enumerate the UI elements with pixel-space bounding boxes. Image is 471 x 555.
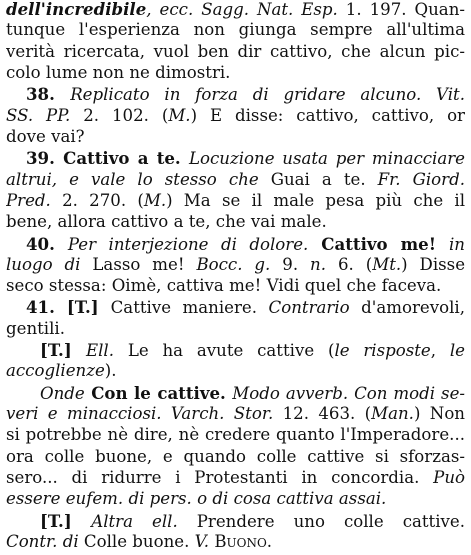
text-run: gentili.: [6, 319, 65, 338]
text-run: M.: [143, 191, 167, 210]
text-run: Prendere uno colle cattive.: [177, 512, 465, 531]
text-line: [6, 467, 465, 490]
text-run: colo lume non ne dimostri.: [6, 63, 231, 82]
text-run: Mt.: [372, 255, 402, 274]
text-run: si potrebbe nè dire, nè credere quanto l'Imperadore...: [6, 425, 465, 444]
text-run: Modo avverb. Con modi se-: [232, 384, 465, 403]
text-run: [T.]: [40, 511, 92, 531]
text-run: 39. Cattivo a te.: [26, 148, 189, 168]
text-run: Man.: [371, 404, 414, 423]
text-run: tunque l'esperienza non giunga sempre all'ultima: [6, 20, 465, 39]
text-run: dove vai?: [6, 127, 85, 146]
text-run: 2. 102. (: [70, 106, 169, 125]
text-run: ).: [104, 361, 117, 380]
text-run: le risposte: [334, 341, 431, 360]
text-run: Cattive maniere.: [110, 298, 269, 317]
text-run: ecc. Sagg. Nat. Esp.: [159, 0, 338, 19]
text-run: Le ha avute cattive (: [114, 341, 335, 360]
text-run: ) Disse: [401, 255, 465, 274]
text-run: n.: [310, 255, 327, 274]
text-line: [6, 360, 465, 383]
text-line: [6, 19, 465, 42]
text-line: [6, 126, 465, 149]
text-run: .: [266, 532, 273, 551]
text-run: Ell.: [86, 341, 115, 360]
text-run: 40.: [26, 234, 68, 254]
text-run: Contrario: [268, 298, 350, 317]
text-run: Lasso me!: [80, 255, 197, 274]
text-run: SS. PP.: [6, 106, 71, 125]
entry-38-line: [26, 83, 465, 107]
text-line: [6, 403, 465, 426]
text-run: d'amorevoli,: [349, 298, 465, 317]
text-run: Pred.: [6, 191, 51, 210]
text-run: ora colle buone, e quando colle cattive si sforzas-: [6, 447, 465, 466]
text-run: in: [449, 235, 465, 254]
text-run: Guai a te.: [258, 170, 378, 189]
text-run: [T.]: [40, 340, 86, 360]
text-line: [6, 169, 465, 192]
text-run: Altra ell.: [91, 512, 178, 531]
text-run: Bocc. g.: [196, 255, 271, 274]
text-run: Replicato in forza di gridare alcuno. Vit.: [70, 85, 465, 104]
text-run: 6. (: [326, 255, 373, 274]
entry-39-line: [26, 147, 465, 171]
text-run: Contr. di: [6, 532, 79, 551]
text-run: 38.: [26, 84, 71, 104]
text-run: verità ricercata, vuol ben dir cattivo, che alcun pic-: [6, 42, 465, 61]
text-line: [6, 254, 465, 277]
text-run: ) Ma se il male pesa più che il: [166, 191, 465, 210]
text-line: [6, 531, 465, 554]
text-run: ,: [430, 341, 450, 360]
text-line: [6, 424, 465, 447]
text-line: [6, 446, 465, 469]
text-line: [6, 211, 465, 234]
text-line: [6, 275, 465, 298]
text-line: [6, 62, 465, 85]
text-run: Colle buone.: [78, 532, 195, 551]
text-run: sero... di ridurre i Protestanti in concordia.: [6, 468, 434, 487]
text-line: [6, 488, 465, 511]
text-line: [6, 41, 465, 64]
text-run: Cattivo me!: [308, 234, 449, 254]
text-run: Buono: [214, 532, 267, 551]
text-run: Fr. Giord.: [377, 170, 465, 189]
text-run: 2. 270. (: [50, 191, 144, 210]
text-run: luogo di: [6, 255, 81, 274]
text-run: 12. 463. (: [273, 404, 372, 423]
text-run: le: [449, 341, 465, 360]
text-run: Onde: [40, 384, 85, 403]
text-run: 9.: [270, 255, 311, 274]
text-run: V.: [194, 532, 215, 551]
text-run: Può: [433, 468, 465, 487]
text-run: accoglienze: [6, 361, 105, 380]
text-run: ,: [146, 0, 160, 19]
entry-41-line: [26, 296, 465, 320]
text-run: veri e minacciosi. Varch. Stor.: [6, 404, 274, 423]
text-run: Con le cattive.: [84, 383, 233, 403]
text-run: essere eufem. di pers. o di cosa cattiva assai.: [6, 489, 387, 508]
text-run: 41. [T.]: [26, 297, 111, 317]
text-run: seco stessa: Oimè, cattiva me! Vidi quel che faceva.: [6, 276, 442, 295]
text-run: Per interjezione di dolore.: [67, 235, 309, 254]
text-line: [6, 190, 465, 213]
text-run: bene, allora cattivo a te, che vai male.: [6, 212, 327, 231]
text-run: ) Non: [413, 404, 465, 423]
text-run: dell'incredibile: [6, 0, 147, 19]
text-run: M.: [168, 106, 191, 125]
text-run: altrui, e vale lo stesso che: [6, 170, 259, 189]
text-run: ) E disse: cattivo, cattivo, or: [190, 106, 465, 125]
text-run: Locuzione usata per minacciare: [188, 149, 465, 168]
text-run: 1. 197. Quan-: [337, 0, 465, 19]
text-line: [6, 105, 465, 128]
text-line: [6, 318, 465, 341]
